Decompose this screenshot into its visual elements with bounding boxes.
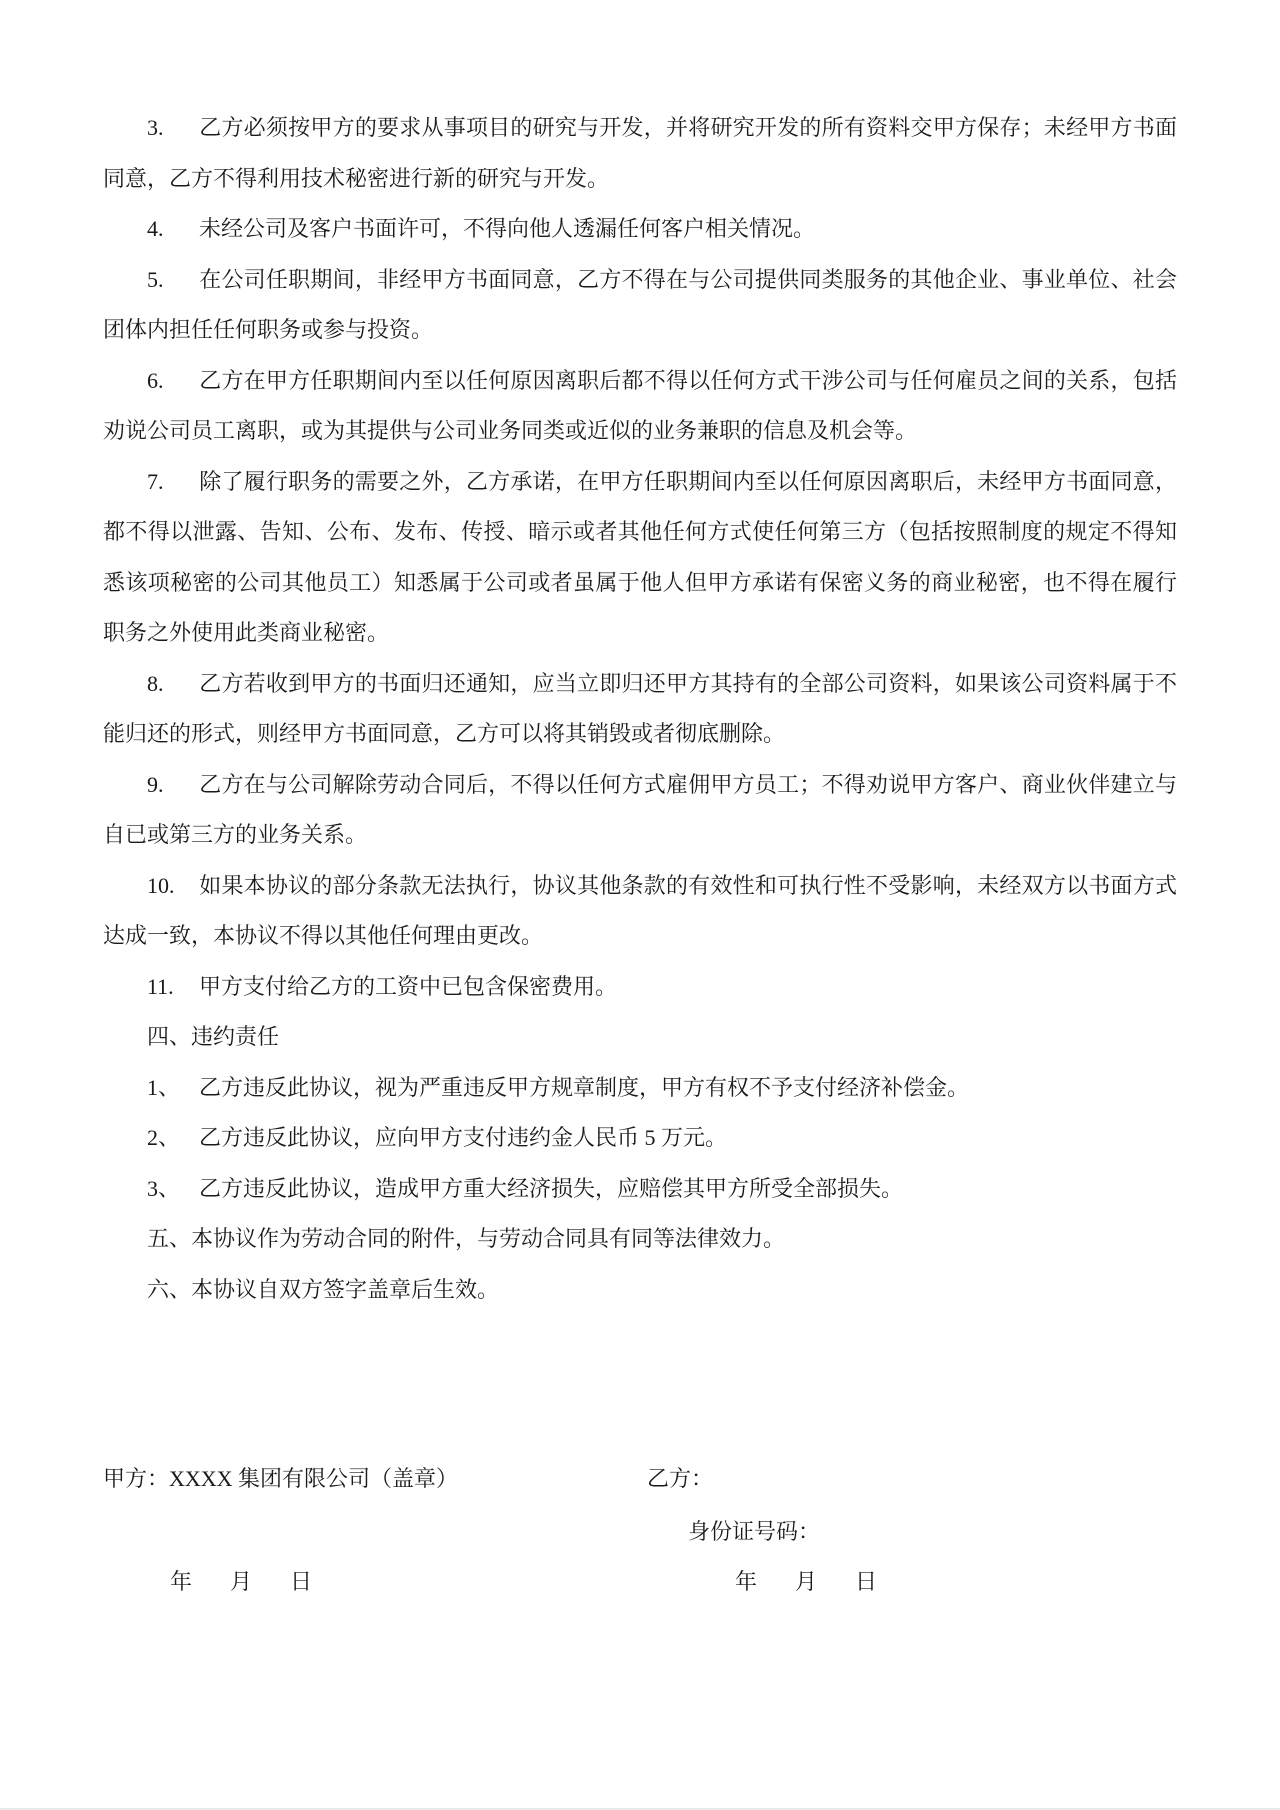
clause-number: 5. xyxy=(147,266,164,292)
clause-text: 乙方违反此协议，造成甲方重大经济损失，应赔偿其甲方所受全部损失。 xyxy=(199,1175,904,1201)
clause-number: 7. xyxy=(147,468,164,494)
clause-number: 1、 xyxy=(147,1074,181,1100)
contract-clause xyxy=(103,861,1177,962)
contract-clause xyxy=(103,760,1177,861)
clause-number: 6. xyxy=(147,367,164,393)
clause-text: 如果本协议的部分条款无法执行，协议其他条款的有效性和可执行性不受影响，未经双方以书面方式达成一致，本协议不得以其他任何理由更改。 xyxy=(103,872,1177,948)
contract-clause xyxy=(103,1164,1177,1215)
clause-text: 五、本协议作为劳动合同的附件，与劳动合同具有同等法律效力。 xyxy=(147,1226,786,1251)
contract-clause xyxy=(103,962,1177,1013)
party-a-signature-label: 甲方：XXXX 集团有限公司（盖章） xyxy=(103,1466,459,1491)
clause-number: 3、 xyxy=(147,1175,181,1201)
contract-clause xyxy=(103,204,1177,255)
clause-text: 未经公司及客户书面许可，不得向他人透漏任何客户相关情况。 xyxy=(199,216,816,241)
clause-text: 除了履行职务的需要之外，乙方承诺，在甲方任职期间内至以任何原因离职后，未经甲方书面同意，都不得以泄露、告知、公布、发布、传授、暗示或者其他任何方式使任何第三方（包括按照制度的规定不得知悉该项秘密的公司其他员工）知悉属于公司或者虽属于他人但甲方承诺有保密义务的商业秘密，也不得在履行职务之外使用此类商业秘密。 xyxy=(103,468,1177,645)
clause-number: 8. xyxy=(147,670,164,696)
contract-clauses xyxy=(103,103,1177,1315)
clause-number: 4. xyxy=(147,216,164,241)
contract-clause xyxy=(103,1063,1177,1114)
contract-clause xyxy=(103,255,1177,356)
contract-clause xyxy=(103,457,1177,659)
party-a-date-line: 年 月 日 xyxy=(170,1569,321,1594)
clause-text: 在公司任职期间，非经甲方书面同意，乙方不得在与公司提供同类服务的其他企业、事业单位、社会团体内担任任何职务或参与投资。 xyxy=(103,266,1177,342)
clause-number: 11. xyxy=(147,973,174,999)
contract-clause xyxy=(103,1265,1177,1316)
contract-clause xyxy=(103,356,1177,457)
clause-text: 乙方在甲方任职期间内至以任何原因离职后都不得以任何方式干涉公司与任何雇员之间的关系，包括劝说公司员工离职，或为其提供与公司业务同类或近似的业务兼职的信息及机会等。 xyxy=(103,367,1177,443)
clause-text: 甲方支付给乙方的工资中已包含保密费用。 xyxy=(199,973,618,999)
contract-clause xyxy=(103,1012,1177,1063)
clause-text: 乙方违反此协议，应向甲方支付违约金人民币 5 万元。 xyxy=(199,1125,728,1150)
clause-number: 3. xyxy=(147,115,164,140)
contract-clause xyxy=(103,1214,1177,1265)
clause-text: 四、违约责任 xyxy=(147,1024,280,1049)
clause-text: 六、本协议自双方签字盖章后生效。 xyxy=(147,1276,500,1302)
party-b-signature-label: 乙方： xyxy=(647,1466,714,1491)
contract-clause xyxy=(103,659,1177,760)
party-b-date-line: 年 月 日 xyxy=(735,1569,886,1594)
clause-text: 乙方若收到甲方的书面归还通知，应当立即归还甲方其持有的全部公司资料，如果该公司资料属于不能归还的形式，则经甲方书面同意，乙方可以将其销毁或者彻底删除。 xyxy=(103,670,1177,746)
contract-clause xyxy=(103,103,1177,204)
clause-text: 乙方必须按甲方的要求从事项目的研究与开发，并将研究开发的所有资料交甲方保存；未经甲方书面同意，乙方不得利用技术秘密进行新的研究与开发。 xyxy=(103,115,1177,191)
clause-number: 10. xyxy=(147,872,175,898)
clause-text: 乙方在与公司解除劳动合同后，不得以任何方式雇佣甲方员工；不得劝说甲方客户、商业伙伴建立与自已或第三方的业务关系。 xyxy=(103,771,1177,847)
contract-clause xyxy=(103,1113,1177,1164)
party-b-id-number-label: 身份证号码： xyxy=(688,1519,821,1544)
clause-text: 乙方违反此协议，视为严重违反甲方规章制度，甲方有权不予支付经济补偿金。 xyxy=(199,1074,970,1100)
clause-number: 2、 xyxy=(147,1125,181,1150)
clause-number: 9. xyxy=(147,771,164,797)
